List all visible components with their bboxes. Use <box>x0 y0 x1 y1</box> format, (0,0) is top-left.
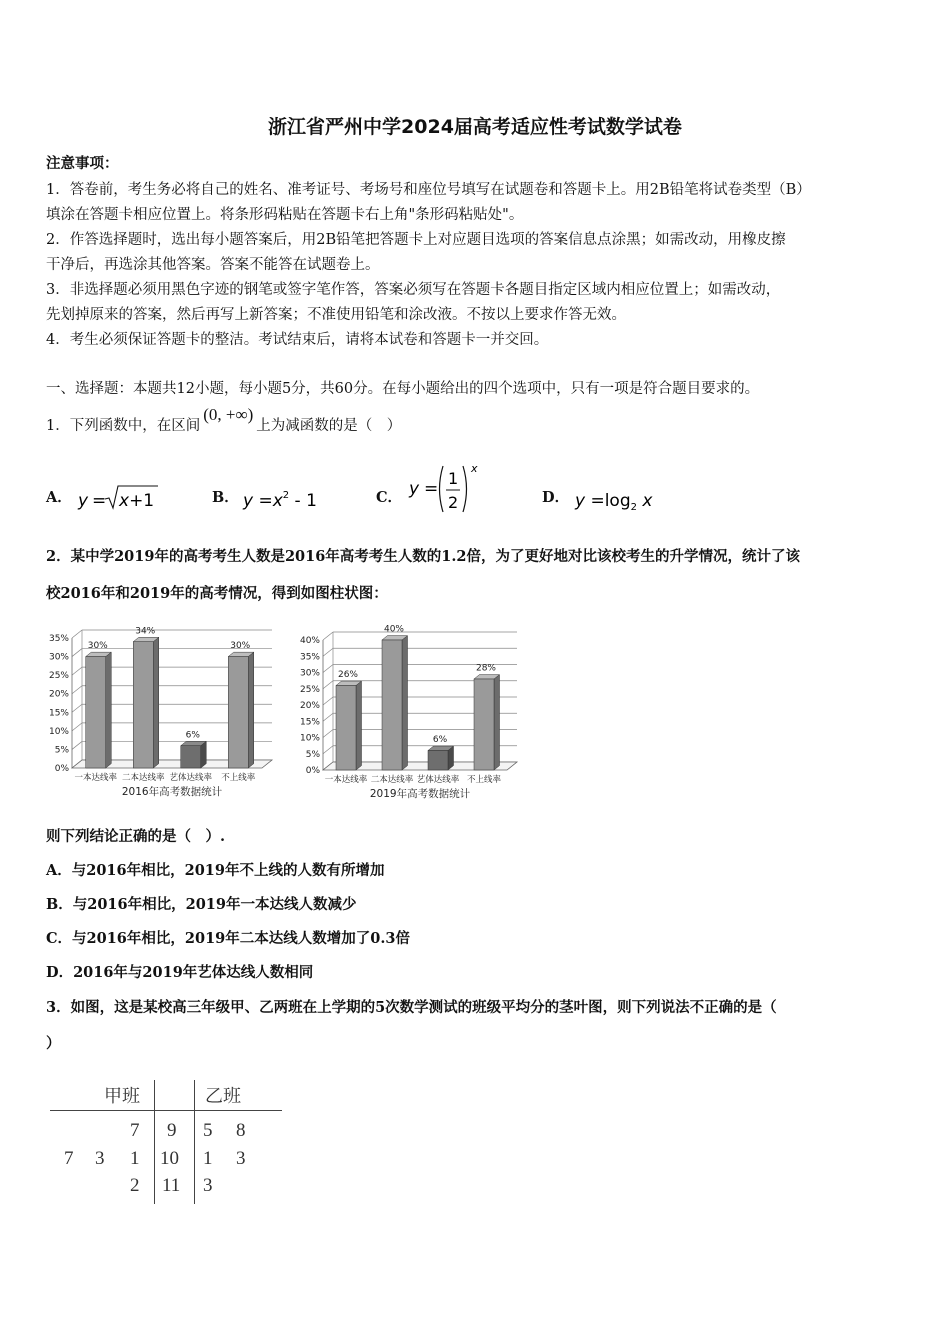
bar-side <box>402 636 408 770</box>
chart-2016 <box>40 610 280 805</box>
bar-value-label: 40% <box>383 624 405 635</box>
q1-option-c-label: C． <box>376 489 403 506</box>
stem-value: 11 <box>162 1175 181 1196</box>
bar <box>474 679 494 770</box>
q3-stem-line: 3．如图，这是某校高三年级甲、乙两班在上学期的5次数学测试的班级平均分的茎叶图，则下列说法不正确的是（ <box>46 999 777 1016</box>
bar <box>228 657 248 768</box>
y-tick-label: 35% <box>299 652 320 663</box>
left-class-header: 甲班 <box>104 1086 140 1107</box>
leaf-left: 2 <box>130 1175 140 1196</box>
gridline-depth <box>72 723 82 731</box>
gridline-depth <box>323 681 333 689</box>
y-tick-label: 15% <box>48 708 69 719</box>
q2-stem-line: 2．某中学2019年的高考考生人数是2016年高考考生人数的1.2倍，为了更好地对比该校考生的升学情况，统计了该 <box>46 548 801 565</box>
q1-interval: (0, +∞) <box>203 405 254 424</box>
bar <box>86 657 106 768</box>
y-tick-label: 40% <box>299 636 320 646</box>
bar-side <box>153 637 159 768</box>
bar <box>336 686 356 771</box>
formula-text: $y =x^2 - 1$ <box>243 490 317 511</box>
q1-option-b-formula <box>241 482 331 512</box>
gridline-depth <box>323 730 333 738</box>
bar <box>133 642 153 768</box>
bar-value-label: 30% <box>230 641 251 652</box>
bar-value-label: 6% <box>185 730 200 741</box>
y-tick-label: 10% <box>48 726 69 737</box>
q1-option-a-formula <box>76 482 166 512</box>
q1-option-a-label: A． <box>46 489 72 506</box>
notice-line: 填涂在答题卡相应位置上。将条形码粘贴在答题卡右上角"条形码粘贴处"。 <box>46 207 524 223</box>
y-tick-label: 15% <box>299 717 320 728</box>
chart-title: 2016年高考数据统计 <box>121 786 223 798</box>
y-tick-label: 25% <box>299 684 320 695</box>
q2-option-b: B．与2016年相比，2019年一本达线人数减少 <box>46 896 357 913</box>
equals: = <box>92 491 107 511</box>
leaf-left: 7 <box>130 1120 140 1141</box>
q1-option-c-formula <box>405 462 485 516</box>
notice-line: 4．考生必须保证答题卡的整洁。考试结束后，请将本试卷和答题卡一并交回。 <box>46 332 549 348</box>
leaf-right: 5 <box>203 1120 213 1141</box>
chart-title: 2019年高考数据统计 <box>369 788 471 800</box>
right-paren <box>463 466 467 512</box>
x-tick-label: 不上线率 <box>466 775 502 785</box>
leaf-right: 3 <box>236 1148 246 1169</box>
x-tick-label: 一本达线率 <box>74 773 118 783</box>
q3-stem-line: ） <box>46 1035 61 1052</box>
y-tick-label: 0% <box>54 764 69 774</box>
gridline-depth <box>72 704 82 712</box>
q2-option-c: C．与2016年相比，2019年二本达线人数增加了0.3倍 <box>46 930 410 947</box>
q2-option-a: A．与2016年相比，2019年不上线的人数有所增加 <box>46 862 385 879</box>
notice-heading: 注意事项： <box>46 155 119 172</box>
gridline-depth <box>323 697 333 705</box>
leaf-left: 7 <box>64 1148 74 1169</box>
bar-side <box>494 675 500 770</box>
leaf-right: 8 <box>236 1120 246 1141</box>
q2-stem-line: 校2016年和2019年的高考情况，得到如图柱状图： <box>46 585 388 602</box>
x-tick-label: 艺体达线率 <box>169 773 213 783</box>
equals: = <box>424 479 439 499</box>
bar <box>181 746 201 768</box>
notice-line: 2．作答选择题时，选出每小题答案后，用2B铅笔把答题卡上对应题目选项的答案信息点涂黑；如需改动，用橡皮擦 <box>46 232 786 248</box>
leaf-left: 3 <box>95 1148 105 1169</box>
q1-option-d-formula <box>573 482 663 512</box>
stem-divider-left <box>154 1080 155 1204</box>
q1-stem-start: 1．下列函数中，在区间 <box>46 418 201 434</box>
y-tick-label: 0% <box>305 766 320 776</box>
notice-line: 先划掉原来的答案，然后再写上新答案；不准使用铅笔和涂改液。不按以上要求作答无效。 <box>46 307 626 323</box>
gridline-depth <box>72 649 82 657</box>
notice-line: 3．非选择题必须用黑色字迹的钢笔或签字笔作答，答案必须写在答题卡各题目指定区域内相应位置上；如需改动， <box>46 282 781 298</box>
bar-side <box>106 652 112 768</box>
section-heading: 一、选择题：本题共12小题，每小题5分，共60分。在每小题给出的四个选项中，只有一项是符合题目要求的。 <box>46 381 760 397</box>
stem-value: 9 <box>167 1120 177 1141</box>
gridline-depth <box>323 665 333 673</box>
numerator: 1 <box>448 469 459 488</box>
y-tick-label: 30% <box>48 652 69 663</box>
bar-side <box>356 681 362 770</box>
header-rule <box>50 1110 282 1111</box>
bar-value-label: 34% <box>135 626 156 637</box>
y-tick-label: 35% <box>48 634 69 644</box>
x-tick-label: 一本达线率 <box>324 775 368 785</box>
bar <box>428 751 448 771</box>
q2-question: 则下列结论正确的是（ ）. <box>46 828 226 845</box>
stem-divider-right <box>194 1080 195 1204</box>
gridline-depth <box>323 632 333 640</box>
x-tick-label: 艺体达线率 <box>416 775 460 785</box>
formula-text: $y =\log_2$ x <box>575 491 653 512</box>
notice-line: 干净后，再选涂其他答案。答案不能答在试题卷上。 <box>46 257 380 273</box>
var-y: y <box>409 479 420 499</box>
radicand: x+1 <box>119 491 155 511</box>
leaf-right: 3 <box>203 1175 213 1196</box>
denominator: 2 <box>448 493 459 512</box>
y-tick-label: 5% <box>305 749 320 760</box>
gridline-depth <box>72 667 82 675</box>
y-tick-label: 20% <box>48 689 69 700</box>
gridline-depth <box>323 746 333 754</box>
right-class-header: 乙班 <box>205 1086 241 1107</box>
leaf-left: 1 <box>130 1148 140 1169</box>
x-tick-label: 二本达线率 <box>121 773 165 783</box>
gridline-depth <box>323 713 333 721</box>
q1-option-b-label: B． <box>212 489 239 506</box>
notice-line: 1．答卷前，考生务必将自己的姓名、准考证号、考场号和座位号填写在试题卷和答题卡上。用2B铅笔将试卷类型（B） <box>46 182 811 198</box>
gridline-depth <box>72 741 82 749</box>
page-title: 浙江省严州中学2024届高考适应性考试数学试卷 <box>268 116 682 138</box>
y-tick-label: 10% <box>299 733 320 744</box>
q2-option-d: D．2016年与2019年艺体达线人数相同 <box>46 964 314 981</box>
q1-option-d-label: D． <box>542 489 570 506</box>
bar-value-label: 6% <box>432 735 448 746</box>
y-tick-label: 20% <box>299 701 320 711</box>
y-tick-label: 30% <box>299 668 320 679</box>
q1-stem-end: 上为减函数的是（ ） <box>256 418 402 434</box>
leaf-right: 1 <box>203 1148 213 1169</box>
exponent: x <box>471 462 478 475</box>
x-tick-label: 不上线率 <box>221 773 256 783</box>
y-tick-label: 5% <box>54 745 69 756</box>
x-tick-label: 二本达线率 <box>370 775 414 785</box>
bar-value-label: 26% <box>337 670 359 681</box>
stem-value: 10 <box>160 1148 179 1169</box>
left-paren <box>440 466 444 512</box>
stem-leaf-plot <box>50 1080 290 1210</box>
bar-value-label: 30% <box>87 641 108 652</box>
q1-stem <box>46 405 402 435</box>
bar-value-label: 28% <box>475 663 497 674</box>
chart-2019 <box>295 610 525 805</box>
var-y: y <box>78 491 89 511</box>
gridline-depth <box>72 686 82 694</box>
y-tick-label: 25% <box>48 671 69 682</box>
gridline-depth <box>72 630 82 638</box>
bar <box>382 640 402 770</box>
gridline-depth <box>323 648 333 656</box>
bar-side <box>248 652 254 768</box>
